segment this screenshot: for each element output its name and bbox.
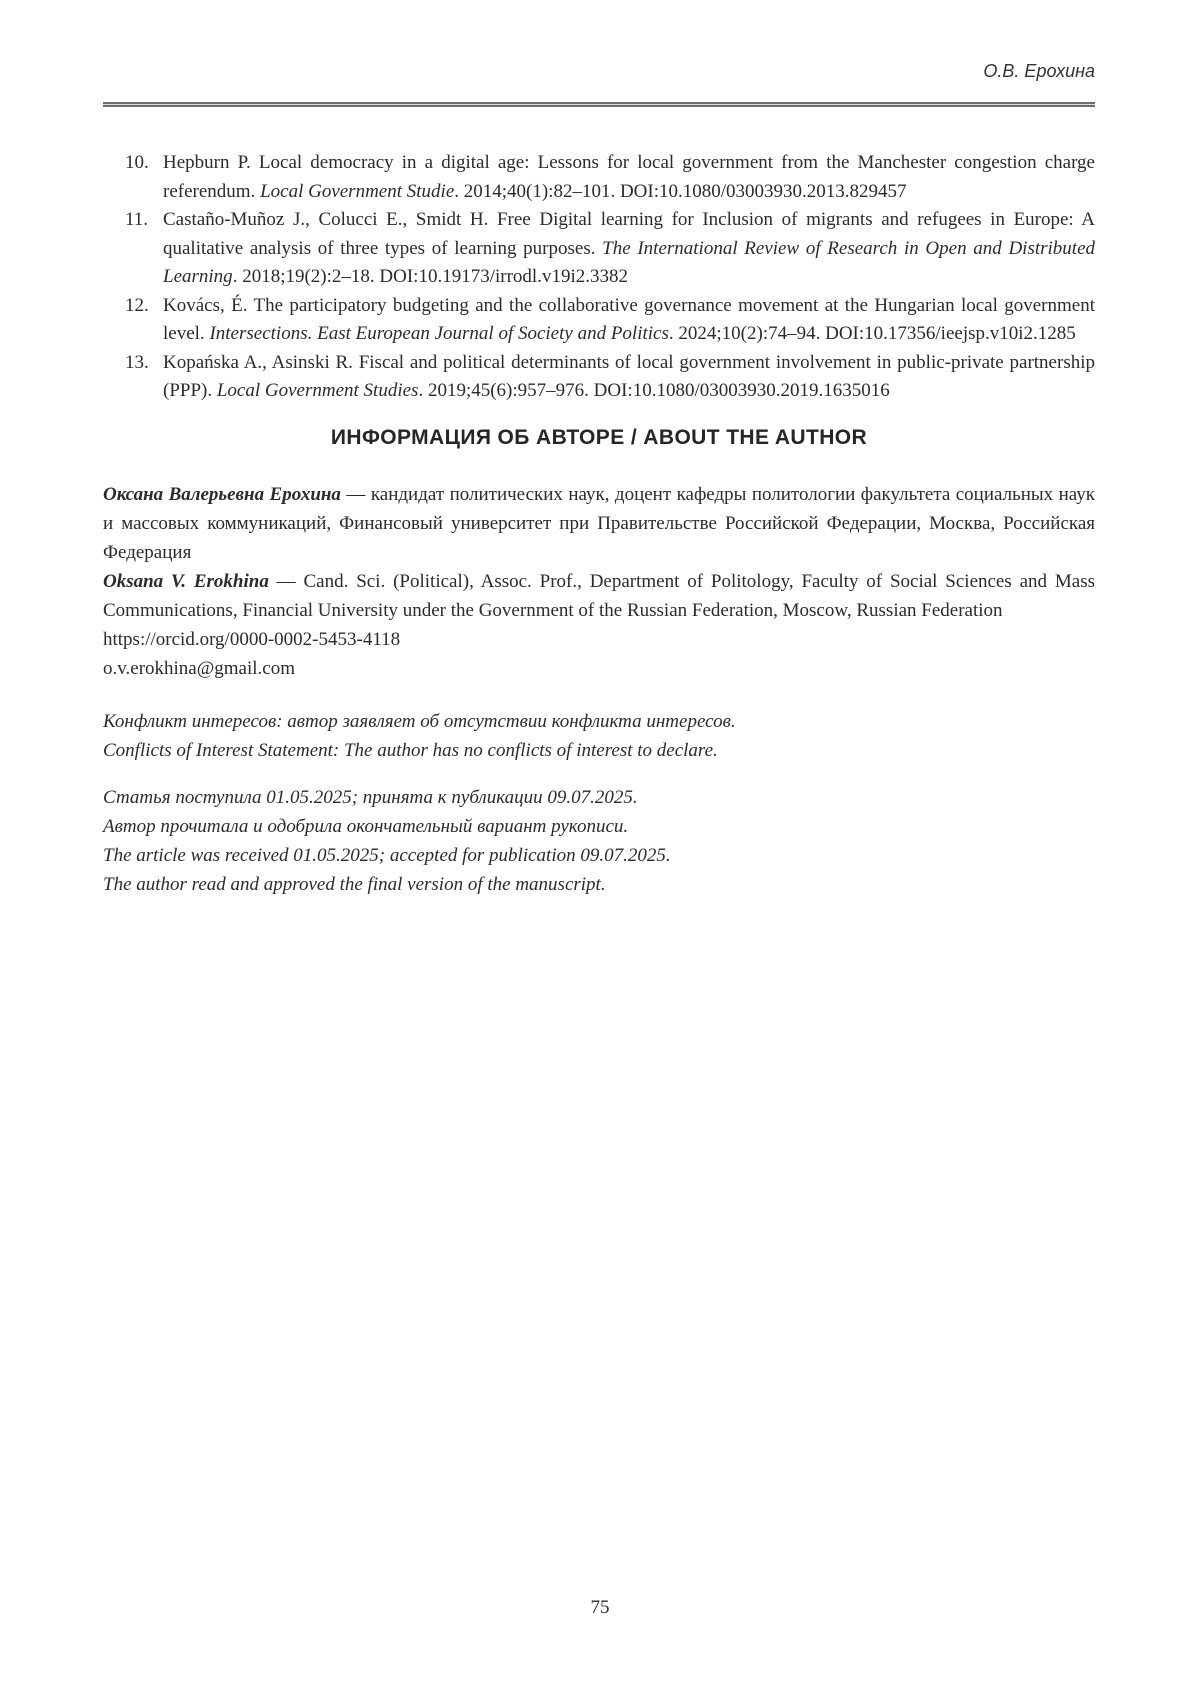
conflict-statement-ru: Конфликт интересов: автор заявляет об отсутствии конфликта интересов. <box>103 710 736 732</box>
section-heading-about-author: ИНФОРМАЦИЯ ОБ АВТОРЕ / ABOUT THE AUTHOR <box>330 425 868 449</box>
reference-item <box>103 206 1095 292</box>
reference-list <box>103 149 1095 406</box>
reference-text: Kovács, É. The participatory budgeting and the collaborative governance movement at the Hungarian local government level. Intersections. East European Journal of Society and Politics. 2024;10(2):74–94. DOI:10.17356/ieejsp.v10i2.1285 <box>163 294 1095 344</box>
page-number: 75 <box>590 1597 610 1618</box>
reference-number: 10. <box>125 152 149 173</box>
email-link[interactable]: o.v.erokhina@gmail.com <box>103 657 295 679</box>
reference-text: Kopańska A., Asinski R. Fiscal and political determinants of local government involvement in public-private partnership (PPP). Local Government Studies. 2019;45(6):957–976. DOI:10.1080/03003930.2019.1635016 <box>163 351 1095 401</box>
reference-item <box>103 292 1095 349</box>
running-head-author: О.В. Ерохина <box>983 61 1095 81</box>
author-info-block <box>103 480 1095 683</box>
article-dates-block <box>103 783 1095 899</box>
reference-text: Hepburn P. Local democracy in a digital age: Lessons for local government from the Manchester congestion charge referendum. Local Government Studie. 2014;40(1):82–101. DOI:10.1080/03003930.2013.829457 <box>163 152 1095 202</box>
reference-text: Castaño-Muñoz J., Colucci E., Smidt H. Free Digital learning for Inclusion of migrants and refugees in Europe: A qualitative analysis of three types of learning purposes. The International Review of Research in Open and Distributed Learning. 2018;19(2):2–18. DOI:10.19173/irrodl.v19i2.3382 <box>163 209 1096 287</box>
header-rule <box>103 102 1095 107</box>
reference-item <box>103 149 1095 206</box>
conflict-statement-en: Conflicts of Interest Statement: The author has no conflicts of interest to declare. <box>103 739 718 761</box>
reference-item <box>103 349 1095 406</box>
date-approved-en: The author read and approved the final version of the manuscript. <box>103 873 606 895</box>
reference-number: 12. <box>125 294 149 316</box>
author-bio-ru: Оксана Валерьевна Ерохина — кандидат политических наук, доцент кафедры политологии факультета социальных наук и массовых коммуникаций, Финансовый университет при Правительстве Российской Федерации, Москва, Российская Федерация <box>103 483 1095 563</box>
conflict-of-interest-block <box>103 707 1095 765</box>
date-approved-ru: Автор прочитала и одобрила окончательный вариант рукописи. <box>103 815 629 837</box>
date-received-ru: Статья поступила 01.05.2025; принята к публикации 09.07.2025. <box>103 786 638 808</box>
date-received-en: The article was received 01.05.2025; accepted for publication 09.07.2025. <box>103 844 671 866</box>
orcid-link[interactable]: https://orcid.org/0000-0002-5453-4118 <box>103 628 401 650</box>
reference-number: 11. <box>125 209 149 230</box>
reference-number: 13. <box>125 351 149 373</box>
author-bio-en: Oksana V. Erokhina — Cand. Sci. (Political), Assoc. Prof., Department of Politology, Faculty of Social Sciences and Mass Communications, Financial University under the Government of the Russian Federation, Moscow, Russian Federation <box>103 570 1095 621</box>
